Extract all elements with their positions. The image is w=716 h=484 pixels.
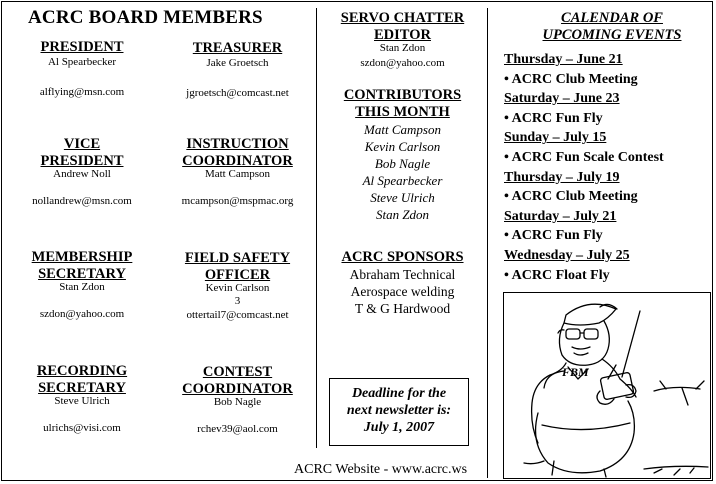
role-heading: FIELD SAFETY [184,250,291,266]
member-membership-secretary [22,249,142,321]
editor-heading: EDITOR [374,27,431,43]
editor-name: Stan Zdon [379,42,426,54]
bullet-icon: • [504,228,509,244]
sponsors-section [325,249,480,317]
event-item [504,226,709,246]
role-heading: SECRETARY [38,380,126,396]
deadline-line: Deadline for the [351,386,447,401]
event-name: ACRC Float Fly [511,267,610,283]
role-heading: SECRETARY [38,266,126,282]
contributor-name: Kevin Carlson [364,139,441,154]
event-date: Wednesday – July 25 [504,247,630,263]
column-divider-left [316,8,317,448]
editor-email[interactable]: szdon@yahoo.com [360,57,445,69]
member-email[interactable]: nollandrew@msn.com [32,195,132,207]
member-treasurer [170,40,305,100]
member-extra: 3 [234,295,241,307]
calendar-events [504,50,709,285]
role-heading: PRESIDENT [40,39,124,55]
role-heading: MEMBERSHIP [31,249,133,265]
member-name: Al Spearbecker [47,56,117,68]
calendar-title-line: UPCOMING EVENTS [542,27,682,43]
contributors-heading: CONTRIBUTORS [343,87,462,103]
contributor-name: Matt Campson [364,122,441,137]
bullet-icon: • [504,71,509,87]
member-email[interactable]: ulrichs@visi.com [43,422,121,434]
sponsor-name: Aerospace welding [350,284,455,299]
member-email[interactable]: jgroetsch@comcast.net [186,87,289,99]
bullet-icon: • [504,189,509,205]
calendar-title [522,10,702,44]
contributor-name: Steve Ulrich [370,190,435,205]
role-heading: OFFICER [204,267,271,283]
member-email[interactable]: szdon@yahoo.com [39,308,125,320]
deadline-box [329,378,469,446]
contributor-name: Stan Zdon [375,207,430,222]
cartoon-panel [503,292,711,479]
event-date: Saturday – June 23 [504,91,620,107]
event-name: ACRC Fun Fly [511,110,603,126]
editor-heading: SERVO CHATTER [340,10,465,26]
bullet-icon: • [504,267,509,283]
event-name: ACRC Club Meeting [511,71,638,87]
member-email[interactable]: ottertail7@comcast.net [186,309,289,321]
deadline-line: next newsletter is: [346,403,452,418]
contributor-name: Bob Nagle [374,156,431,171]
member-name: Bob Nagle [213,396,262,408]
pilot-cartoon-illustration [504,293,710,478]
member-field-safety-officer [170,250,305,322]
member-email[interactable]: mcampson@mspmac.org [181,195,294,207]
role-heading: TREASURER [192,40,283,56]
role-heading: COORDINATOR [182,381,293,397]
member-name: Jake Groetsch [206,57,269,69]
event-date: Saturday – July 21 [504,208,617,224]
role-heading: CONTEST [202,364,273,380]
member-contest-coordinator [170,364,305,436]
event-item [504,187,709,207]
role-heading: INSTRUCTION [186,136,289,152]
board-title: ACRC BOARD MEMBERS [28,7,263,28]
event-name: ACRC Club Meeting [511,189,638,205]
deadline-date: July 1, 2007 [363,420,435,435]
member-president [22,39,142,99]
event-name: ACRC Fun Scale Contest [511,149,664,165]
contributors-heading: THIS MONTH [355,104,450,120]
member-vice-president [22,136,142,208]
contributors-section [325,87,480,223]
calendar-title-line: CALENDAR OF [561,10,663,26]
member-name: Stan Zdon [59,281,105,293]
website-link[interactable]: ACRC Website - www.acrc.ws [294,462,468,477]
member-name: Kevin Carlson [205,282,270,294]
event-date: Thursday – July 19 [504,169,620,185]
event-item [504,266,709,286]
event-date: Thursday – June 21 [504,52,623,67]
role-heading: RECORDING [36,363,128,379]
role-heading: PRESIDENT [40,153,124,169]
role-heading: VICE [63,136,101,152]
role-heading: COORDINATOR [182,153,293,169]
event-date: Sunday – July 15 [504,130,607,146]
event-item [504,70,709,90]
event-name: ACRC Fun Fly [511,228,603,244]
member-name: Andrew Noll [53,168,111,180]
member-name: Matt Campson [204,168,271,180]
event-item [504,148,709,168]
sponsors-heading: ACRC SPONSORS [341,249,464,265]
member-instruction-coordinator [170,136,305,208]
member-email[interactable]: rchev39@aol.com [197,423,278,435]
bullet-icon: • [504,149,509,165]
column-divider-right [487,8,488,478]
contributor-name: Al Spearbecker [362,173,443,188]
event-item [504,109,709,129]
bullet-icon: • [504,110,509,126]
member-recording-secretary [22,363,142,435]
editor-section [325,10,480,70]
cartoon-badge: FBM [562,365,589,379]
sponsor-name: T & G Hardwood [354,301,451,316]
member-email[interactable]: alflying@msn.com [39,86,125,98]
sponsor-name: Abraham Technical [349,267,456,282]
member-name: Steve Ulrich [54,395,110,407]
